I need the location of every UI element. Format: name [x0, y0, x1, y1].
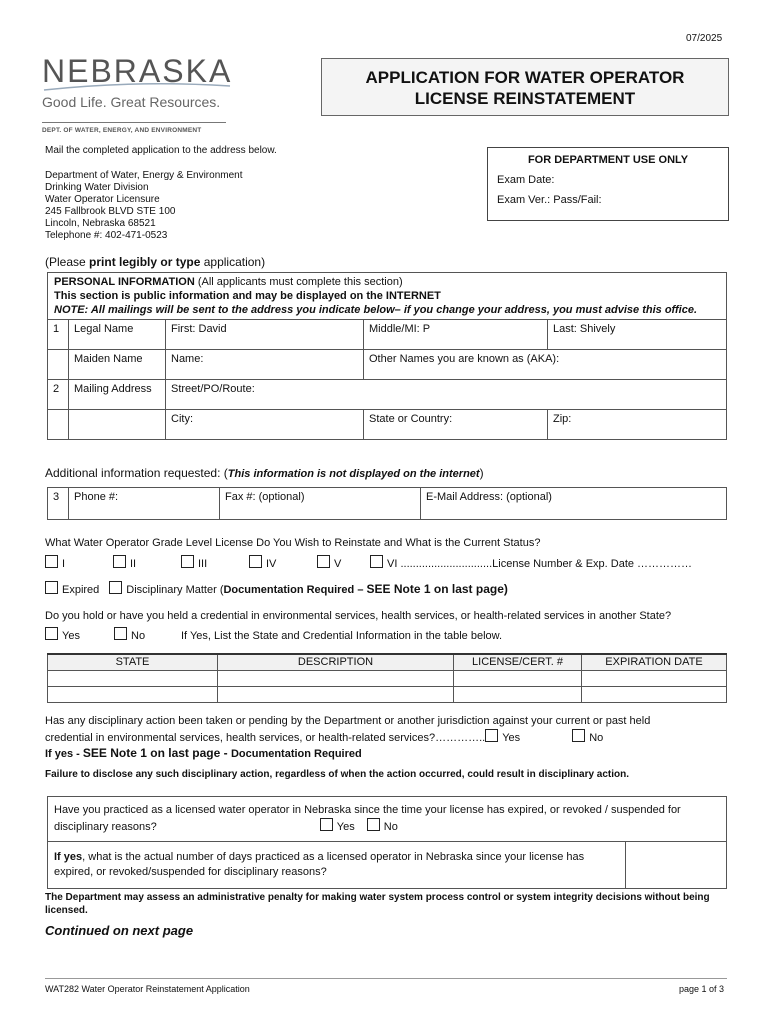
credential-no-label: No: [131, 630, 146, 642]
license-cell[interactable]: [454, 670, 582, 686]
license-number-line: ..............................License Number & Exp. Date ……………: [397, 558, 693, 570]
exam-date-field: Exam Date:: [497, 174, 555, 186]
legal-name-label: Legal Name: [69, 320, 166, 350]
department-use-box: [487, 147, 729, 221]
disciplinary-yes-checkbox[interactable]: [485, 729, 498, 742]
aka-field[interactable]: Other Names you are known as (AKA):: [364, 350, 727, 380]
mailing-note: NOTE: All mailings will be sent to the address you indicate below– if you change your address, you must advise this office.: [54, 304, 698, 316]
grade-levels: [45, 555, 692, 570]
grade-iv-checkbox[interactable]: [249, 555, 262, 568]
personal-heading: PERSONAL INFORMATION: [54, 276, 195, 288]
disciplinary-yes-label: Yes: [502, 732, 521, 744]
grade-question: What Water Operator Grade Level License Do You Wish to Reinstate and What is the Current Status?: [45, 537, 541, 549]
footer-divider: [45, 978, 727, 979]
grade-ii-checkbox[interactable]: [113, 555, 126, 568]
middle-name-field[interactable]: Middle/MI: P: [364, 320, 548, 350]
practice-days-field[interactable]: [626, 842, 727, 889]
practice-question: Have you practiced as a licensed water operator in Nebraska since the time your license has expired, or revoked / suspended for disciplinary reasons?: [54, 804, 681, 833]
grade-v-label: V: [334, 558, 342, 570]
mail-line: Water Operator Licensure: [45, 194, 160, 205]
expiration-cell[interactable]: [582, 686, 727, 702]
please-bold: print legibly or type: [89, 255, 201, 269]
department-use-title: FOR DEPARTMENT USE ONLY: [527, 154, 689, 166]
license-cell[interactable]: [454, 686, 582, 702]
state-cell[interactable]: [48, 670, 218, 686]
credential-if-yes: If Yes, List the State and Credential Information in the table below.: [181, 630, 503, 642]
page-title: APPLICATION FOR WATER OPERATOR: [365, 68, 685, 87]
mail-line: Drinking Water Division: [45, 182, 149, 193]
grade-iii-checkbox[interactable]: [181, 555, 194, 568]
page-title-line2: LICENSE REINSTATEMENT: [414, 89, 636, 108]
row-number: 1: [48, 320, 69, 350]
penalty-warning: The Department may assess an administrative penalty for making water system process control or system integrity decisions without being licensed.: [45, 892, 710, 916]
mailing-address-label: Mailing Address: [69, 380, 166, 410]
disciplinary-line1: Has any disciplinary action been taken or pending by the Department or another jurisdiction against your current or past held: [45, 715, 651, 727]
exam-ver-field: Exam Ver.: Pass/Fail:: [497, 194, 602, 206]
please-print-note: [45, 255, 265, 269]
zip-field[interactable]: Zip:: [548, 410, 727, 440]
expired-checkbox[interactable]: [45, 581, 58, 594]
grade-iv-label: IV: [266, 558, 277, 570]
grade-iii-label: III: [198, 558, 208, 570]
please-pre: (Please: [45, 255, 90, 269]
personal-heading-rest: (All applicants must complete this section): [194, 276, 403, 288]
column-header-license: LICENSE/CERT. #: [454, 654, 582, 670]
status-options: [45, 581, 508, 596]
additional-post: ): [479, 466, 484, 480]
practice-yes-checkbox[interactable]: [320, 818, 333, 831]
nebraska-logo: [42, 54, 242, 134]
column-header-description: DESCRIPTION: [218, 654, 454, 670]
phone-field[interactable]: Phone #:: [69, 488, 220, 520]
please-post: application): [200, 255, 266, 269]
grade-i-checkbox[interactable]: [45, 555, 58, 568]
logo-divider: [42, 122, 226, 123]
grade-v-checkbox[interactable]: [317, 555, 330, 568]
first-name-field[interactable]: First: David: [166, 320, 364, 350]
continued-note: Continued on next page: [45, 923, 194, 938]
mail-line: Lincoln, Nebraska 68521: [45, 218, 156, 229]
additional-info-label: [45, 466, 484, 480]
additional-italic: This information is not displayed on the internet: [227, 468, 480, 480]
practice-if-yes: If yes: [54, 851, 83, 863]
street-field[interactable]: Street/PO/Route:: [166, 380, 727, 410]
failure-warning: Failure to disclose any such disciplinary action, regardless of when the action occurred, could result in disciplinary action.: [45, 769, 630, 780]
column-header-expiration: EXPIRATION DATE: [582, 654, 727, 670]
credential-no-checkbox[interactable]: [114, 627, 127, 640]
state-field[interactable]: State or Country:: [364, 410, 548, 440]
disciplinary-label: Disciplinary Matter (: [126, 584, 224, 596]
mail-address: [45, 170, 243, 242]
disciplinary-no-label: No: [589, 732, 604, 744]
disciplinary-question: [45, 714, 735, 762]
disciplinary-see-note: SEE Note 1 on last page -: [82, 746, 231, 760]
public-info-notice: This section is public information and may be displayed on the INTERNET: [54, 290, 441, 302]
grade-vi-checkbox[interactable]: [370, 555, 383, 568]
disciplinary-if-yes: If yes -: [45, 748, 83, 760]
disciplinary-doc-required: Documentation Required: [230, 748, 362, 760]
personal-info-table: [47, 272, 727, 440]
disciplinary-no-checkbox[interactable]: [572, 729, 585, 742]
logo-swoosh-icon: [42, 82, 232, 92]
additional-pre: Additional information requested: (: [45, 466, 228, 480]
form-date: 07/2025: [686, 33, 723, 44]
credential-options: [45, 627, 502, 642]
mail-line: 245 Fallbrook BLVD STE 100: [45, 206, 176, 217]
column-header-state: STATE: [48, 654, 218, 670]
footer-form-name: WAT282 Water Operator Reinstatement Application: [45, 984, 250, 994]
mailing-address-empty: [69, 410, 166, 440]
expiration-cell[interactable]: [582, 670, 727, 686]
practice-question-cell: [48, 797, 727, 842]
credential-yes-label: Yes: [62, 630, 80, 642]
maiden-name-field[interactable]: Name:: [166, 350, 364, 380]
mail-instruction: Mail the completed application to the address below.: [45, 145, 277, 156]
expired-label: Expired: [62, 584, 100, 596]
row-number-empty: [48, 350, 69, 380]
logo-dept: DEPT. OF WATER, ENERGY, AND ENVIRONMENT: [42, 127, 202, 134]
footer-page-number: page 1 of 3: [679, 984, 725, 994]
practice-no-label: No: [383, 821, 398, 833]
credential-yes-checkbox[interactable]: [45, 627, 58, 640]
practice-no-checkbox[interactable]: [367, 818, 380, 831]
row-number-empty: [48, 410, 69, 440]
last-name-field[interactable]: Last: Shively: [548, 320, 727, 350]
grade-ii-label: II: [130, 558, 137, 570]
mail-line: Department of Water, Energy & Environment: [45, 170, 243, 181]
personal-info-header: [48, 273, 727, 320]
doc-required-label: Documentation Required –: [223, 584, 367, 596]
see-note-label: SEE Note 1 on last page): [366, 582, 508, 596]
logo-tagline: Good Life. Great Resources.: [42, 94, 221, 110]
grade-vi-label: VI: [387, 558, 398, 570]
disciplinary-checkbox[interactable]: [109, 581, 122, 594]
title-box: [321, 58, 729, 116]
practice-days-question: [48, 842, 626, 889]
city-field[interactable]: City:: [166, 410, 364, 440]
row-number: 2: [48, 380, 69, 410]
practice-yes-label: Yes: [336, 821, 355, 833]
state-cell[interactable]: [48, 686, 218, 702]
grade-i-label: I: [62, 558, 66, 570]
mail-line: Telephone #: 402-471-0523: [45, 230, 168, 241]
row-number: 3: [48, 488, 69, 520]
contact-table: [47, 487, 727, 520]
description-cell[interactable]: [218, 686, 454, 702]
logo-name: NEBRASKA: [42, 53, 233, 89]
practice-table: [47, 796, 727, 889]
credential-table: [47, 653, 727, 703]
disciplinary-line2: credential in environmental services, health services, or health-related services?…………..: [45, 732, 486, 744]
practice-days-text: , what is the actual number of days practiced as a licensed operator in Nebraska since your license has expired, or revoked/suspended for disciplinary reasons?: [54, 851, 585, 878]
credential-question: Do you hold or have you held a credential in environmental services, health services, or health-related services in another State?: [45, 610, 672, 622]
email-field[interactable]: E-Mail Address: (optional): [421, 488, 727, 520]
description-cell[interactable]: [218, 670, 454, 686]
maiden-name-label: Maiden Name: [69, 350, 166, 380]
fax-field[interactable]: Fax #: (optional): [220, 488, 421, 520]
